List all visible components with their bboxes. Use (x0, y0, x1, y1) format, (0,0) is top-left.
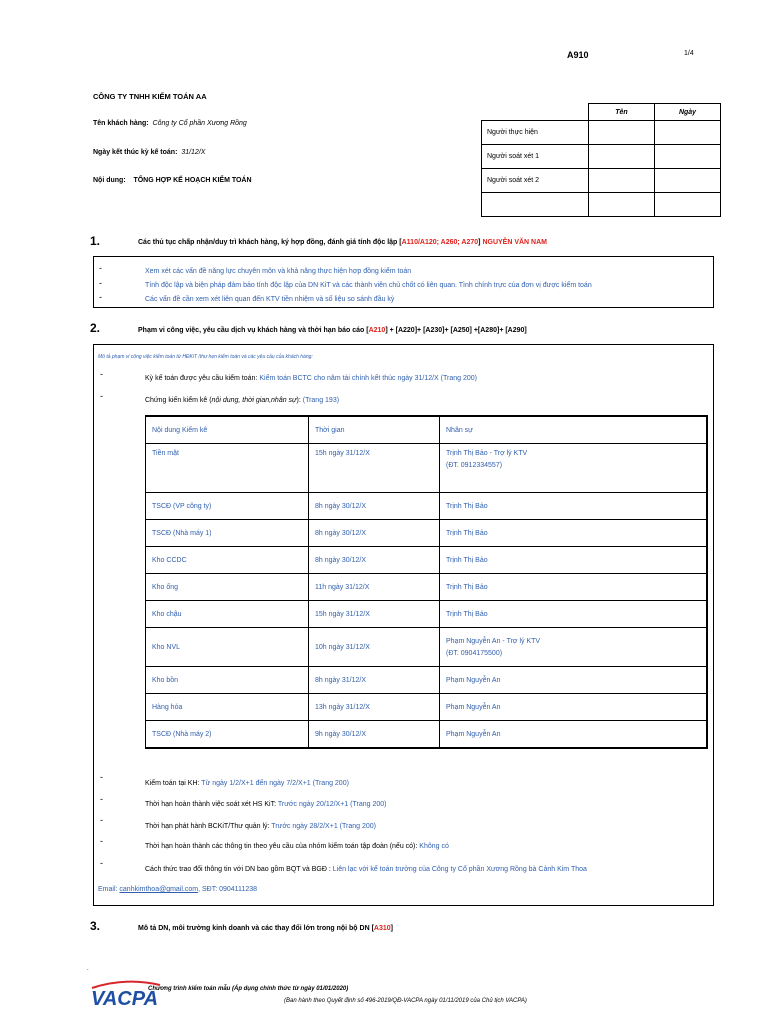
cell-staff: Trịnh Thị Bảo (440, 574, 708, 601)
section-3-title-close: ] (390, 925, 393, 932)
cell-time: 8h ngày 30/12/X (309, 493, 440, 520)
cell-item: TSCĐ (Nhà máy 2) (146, 721, 309, 749)
detail-value: Trước ngày 28/2/X+1 (Trang 200) (271, 823, 376, 830)
signoff-role: Người soát xét 2 (482, 169, 589, 193)
table-header: Nhân sự (440, 416, 708, 444)
table-row (146, 520, 708, 547)
client-value: Công ty Cổ phần Xương Rồng (152, 120, 247, 127)
signoff-role: Người soát xét 1 (482, 145, 589, 169)
content-row (93, 177, 252, 184)
inventory-label-b: nội dung, thời gian,nhân sự (211, 397, 297, 404)
staff-phone: (ĐT. 0912334557) (446, 462, 503, 469)
page-number: 1/4 (684, 50, 694, 57)
cell-staff: Trịnh Thị Bảo (440, 601, 708, 628)
email-link[interactable]: canhkimthoa@gmail.com (119, 886, 199, 893)
cell-item: Kho bồn (146, 667, 309, 694)
detail-row (145, 823, 376, 830)
signoff-role (482, 193, 589, 217)
table-row (146, 721, 708, 749)
detail-label: Cách thức trao đổi thông tin với DN bao gồm BQT và BGĐ : (145, 866, 331, 873)
table-row (146, 444, 708, 493)
cell-time: 9h ngày 30/12/X (309, 721, 440, 749)
section-2-title-post: ] + [A220]+ [A230]+ [A250] +[A280]+ [A290] (385, 327, 527, 334)
signoff-role: Người thực hiện (482, 121, 589, 145)
detail-label: Kiểm toán tại KH: (145, 780, 200, 787)
bullet-dash: - (100, 858, 103, 868)
footer-mark: . (87, 966, 89, 972)
detail-value: Trước ngày 20/12/X+1 (Trang 200) (277, 801, 387, 808)
staff-name: Trịnh Thị Bảo - Trợ lý KTV (446, 450, 528, 457)
table-row (146, 628, 708, 667)
section-2-note: Mô tả phạm vi công việc kiểm toán từ HĐKiT /thư hẹn kiểm toán và các yêu cầu của khách hàng: (98, 354, 313, 360)
signoff-name-cell[interactable] (589, 169, 655, 193)
cell-item: TSCĐ (VP công ty) (146, 493, 309, 520)
vacpa-logo-text: VACPA (91, 988, 159, 1007)
signoff-table (481, 103, 721, 217)
section-1-box (93, 256, 714, 308)
content-value: TỔNG HỢP KẾ HOẠCH KIỂM TOÁN (133, 177, 252, 184)
cell-item: Tiền mặt (146, 444, 309, 493)
section-2-number: 2. (90, 321, 101, 335)
period-label: Ngày kết thúc kỳ kế toán: (93, 149, 178, 156)
content-label: Nội dung: (93, 177, 126, 184)
period-row (93, 149, 205, 156)
section-3-ref: A310 (373, 925, 391, 932)
signoff-name-cell[interactable] (589, 145, 655, 169)
signoff-date-cell[interactable] (655, 121, 721, 145)
cell-time: 13h ngày 31/12/X (309, 694, 440, 721)
section-1-ref: A110/A120; A260; A270 (401, 239, 479, 246)
cell-time: 10h ngày 31/12/X (309, 628, 440, 667)
table-header: Nội dung Kiểm kê (146, 416, 309, 444)
cell-staff (440, 628, 708, 667)
section-1-item: Tính độc lập và biện pháp đảm bảo tính độc lập của DN KiT và các thành viên chủ chốt có liên quan. Tình chính trực của đơn vị được kiểm toán (145, 282, 592, 289)
section-2-title (138, 327, 527, 334)
signoff-col-name: Tên (589, 104, 655, 121)
doc-code: A910 (567, 50, 589, 60)
section-2-ref: A210 (368, 327, 386, 334)
detail-row (145, 801, 386, 808)
detail-value: Không có (419, 843, 449, 850)
cell-staff: Trịnh Thị Bảo (440, 520, 708, 547)
inventory-value: (Trang 193) (302, 397, 340, 404)
cell-staff (440, 444, 708, 493)
cell-staff: Trịnh Thị Bảo (440, 547, 708, 574)
table-row (146, 547, 708, 574)
phone-text: , SĐT: 0904111238 (198, 886, 258, 893)
bullet-dash: - (100, 836, 103, 846)
bullet-dash: - (100, 369, 103, 379)
section-1-person: NGUYỄN VĂN NAM (482, 239, 547, 246)
signoff-col-date: Ngày (655, 104, 721, 121)
table-row (146, 601, 708, 628)
cell-time: 15h ngày 31/12/X (309, 444, 440, 493)
cell-time: 8h ngày 30/12/X (309, 547, 440, 574)
cell-staff: Phạm Nguyễn An (440, 694, 708, 721)
cell-time: 8h ngày 31/12/X (309, 667, 440, 694)
bullet-dash: - (100, 794, 103, 804)
cell-staff: Phạm Nguyễn An (440, 721, 708, 749)
section-3-title-text: Mô tả DN, môi trường kinh doanh và các thay đổi lớn trong nội bộ DN [ (138, 925, 374, 932)
bullet-dash: - (99, 292, 102, 302)
inventory-row (145, 397, 339, 404)
cell-staff: Trịnh Thị Bảo (440, 493, 708, 520)
section-3-number: 3. (90, 919, 101, 933)
section-1-title-text: Các thủ tục chấp nhận/duy trì khách hàng, ký hợp đồng, đánh giá tính độc lập [ (138, 239, 402, 246)
inventory-label-a: Chứng kiến kiểm kê ( (145, 397, 212, 404)
section-1-number: 1. (90, 234, 101, 248)
staff-name: Phạm Nguyễn An - Trợ lý KTV (446, 637, 541, 645)
cell-staff: Phạm Nguyễn An (440, 667, 708, 694)
signoff-date-cell[interactable] (655, 145, 721, 169)
cell-item: Kho NVL (146, 628, 309, 667)
detail-row (145, 780, 349, 787)
cell-item: Kho ống (146, 574, 309, 601)
scope-label: Kỳ kế toán được yêu cầu kiểm toán: (145, 375, 258, 382)
signoff-date-cell[interactable] (655, 169, 721, 193)
detail-value: Từ ngày 1/2/X+1 đến ngày 7/2/X+1 (Trang 200) (201, 780, 349, 787)
bullet-dash: - (99, 278, 102, 288)
table-row (146, 694, 708, 721)
signoff-name-cell[interactable] (589, 193, 655, 217)
bullet-dash: - (100, 815, 103, 825)
inventory-label-c: ): (296, 397, 301, 404)
bullet-dash: - (99, 263, 102, 273)
bullet-dash: - (100, 391, 103, 401)
period-value: 31/12/X (181, 149, 206, 156)
footer-line-2: (Ban hành theo Quyết định số 496-2019/QĐ-VACPA ngày 01/11/2019 của Chủ tịch VACPA) (284, 998, 527, 1004)
client-row (93, 120, 247, 127)
section-1-item: Các vấn đề cần xem xét liên quan đến KTV tiền nhiệm và số liệu so sánh đầu kỳ (145, 296, 395, 303)
signoff-header-blank (482, 104, 589, 121)
cell-item: Hàng hóa (146, 694, 309, 721)
cell-time: 8h ngày 30/12/X (309, 520, 440, 547)
table-row (146, 574, 708, 601)
signoff-date-cell[interactable] (655, 193, 721, 217)
inventory-table (145, 415, 708, 749)
table-header: Thời gian (309, 416, 440, 444)
cell-item: Kho CCDC (146, 547, 309, 574)
cell-time: 11h ngày 31/12/X (309, 574, 440, 601)
footer-line-1: Chương trình kiểm toán mẫu (Áp dụng chính thức từ ngày 01/01/2020) (148, 986, 349, 992)
staff-phone: (ĐT. 0904175500) (446, 649, 503, 657)
scope-row (145, 375, 477, 382)
detail-value: Liên lạc với kế toán trưởng của Công ty Cổ phần Xương Rồng bà Cảnh Kim Thoa (332, 866, 587, 873)
vacpa-logo (90, 979, 162, 1007)
section-2-title-pre: Phạm vi công việc, yêu cầu dịch vụ khách hàng và thời hạn báo cáo [ (138, 327, 369, 334)
cell-time: 15h ngày 31/12/X (309, 601, 440, 628)
section-1-title (138, 239, 547, 246)
table-row (146, 667, 708, 694)
bullet-dash: - (100, 772, 103, 782)
table-row (146, 493, 708, 520)
section-1-title-close: ] (478, 239, 481, 246)
client-label: Tên khách hàng: (93, 120, 149, 127)
detail-label: Thời hạn phát hành BCKiT/Thư quản lý: (145, 823, 270, 830)
section-3-title (138, 925, 393, 932)
cell-item: TSCĐ (Nhà máy 1) (146, 520, 309, 547)
email-label: Email: (98, 886, 118, 893)
detail-label: Thời hạn hoàn thành các thông tin theo yêu cầu của nhóm kiểm toán tập đoàn (nếu có): (145, 843, 418, 850)
signoff-name-cell[interactable] (589, 121, 655, 145)
detail-row (145, 866, 587, 873)
company-name: CÔNG TY TNHH KIỂM TOÁN AA (93, 92, 207, 101)
scope-value: Kiểm toán BCTC cho năm tài chính kết thúc ngày 31/12/X (Trang 200) (259, 375, 477, 382)
contact-row (98, 886, 257, 893)
section-1-item: Xem xét các vấn đề năng lực chuyên môn và khả năng thực hiện hợp đồng kiểm toán (145, 268, 412, 275)
cell-item: Kho chậu (146, 601, 309, 628)
detail-row (145, 843, 449, 850)
detail-label: Thời hạn hoàn thành việc soát xét HS KiT: (145, 801, 277, 808)
